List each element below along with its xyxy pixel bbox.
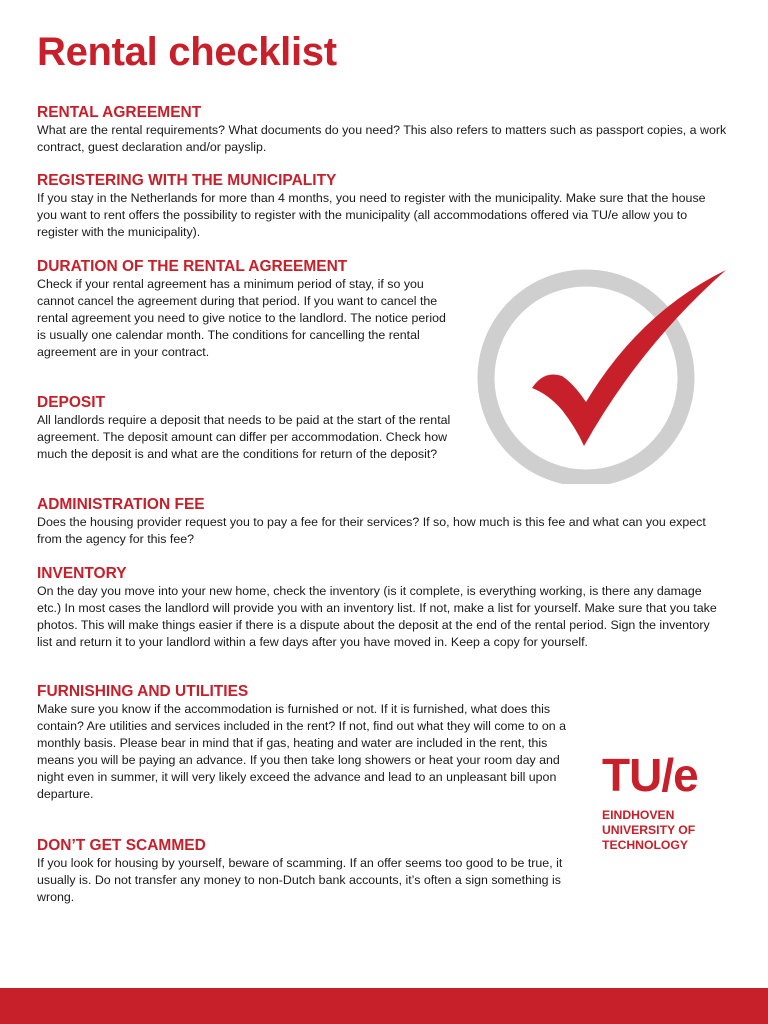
section-body: Does the housing provider request you to pay a fee for their services? If so, how much is this fee and what can you expect from the agency for this fee?: [37, 515, 706, 546]
section-heading: FURNISHING AND UTILITIES: [37, 683, 249, 700]
tue-logo-line: UNIVERSITY OF: [602, 823, 696, 837]
section-inventory: [37, 564, 727, 651]
section-body: If you look for housing by yourself, beware of scamming. If an offer seems too good to be true, it usually is. Do not transfer any money to non-Dutch bank accounts, it’s often a sign something is wrong.: [37, 856, 563, 904]
section-registering-municipality: [37, 171, 727, 241]
section-heading: DEPOSIT: [37, 394, 106, 411]
section-heading: INVENTORY: [37, 565, 127, 582]
section-body: What are the rental requirements? What documents do you need? This also refers to matters such as passport copies, a work contract, guest declaration and/or payslip.: [37, 123, 727, 154]
checkmark-in-circle-icon: [470, 268, 732, 484]
section-rental-agreement: [37, 103, 727, 156]
section-heading: RENTAL AGREEMENT: [37, 104, 202, 121]
section-heading: REGISTERING WITH THE MUNICIPALITY: [37, 172, 337, 189]
section-administration-fee: [37, 495, 727, 548]
tue-logo-mark: TU/e: [602, 749, 698, 801]
section-body: All landlords require a deposit that needs to be paid at the start of the rental agreement. The deposit amount can differ per accommodation. Check how much the deposit is and what are the conditions for return of the deposit?: [37, 413, 451, 461]
tue-logo-line: EINDHOVEN: [602, 808, 675, 822]
section-duration-rental-agreement: [37, 257, 457, 361]
section-furnishing-utilities: [37, 682, 569, 803]
section-heading: DON’T GET SCAMMED: [37, 837, 206, 854]
section-body: Check if your rental agreement has a minimum period of stay, if so you cannot cancel the agreement during that period. If you want to cancel the rental agreement you need to give notice to the landlord. The notice period is usually one calendar month. The conditions for cancelling the rental agreement are in your contract.: [37, 277, 446, 359]
section-body: Make sure you know if the accommodation is furnished or not. If it is furnished, what does this contain? Are utilities and services included in the rent? If not, find out what they will come to on a monthly basis. Please bear in mind that if gas, heating and water are included in the rent, this means you will be paying an advance. If you then take long showers or heat your room day and night even in summer, it will very likely exceed the advance and lead to an unpleasant bill upon departure.: [37, 702, 566, 801]
page-title: Rental checklist: [37, 30, 337, 74]
tue-logo: [602, 749, 742, 862]
section-body: On the day you move into your new home, check the inventory (is it complete, is everything working, is there any damage etc.) In most cases the landlord will provide you with an inventory list. If not, make a list for yourself. Make sure that you take photos. This will make things easier if there is a dispute about the deposit at the end of the rental period. Sign the inventory list and return it to your landlord within a few days after you have moved in. Keep a copy for yourself.: [37, 584, 717, 649]
tue-logo-line: TECHNOLOGY: [602, 838, 688, 852]
check-ring: [486, 278, 686, 478]
section-heading: DURATION OF THE RENTAL AGREEMENT: [37, 258, 348, 275]
section-dont-get-scammed: [37, 836, 569, 906]
footer-bar: [0, 988, 768, 1024]
section-body: If you stay in the Netherlands for more than 4 months, you need to register with the municipality. Make sure that the house you want to rent offers the possibility to register with the municipality (all accommodations offered via TU/e allow you to register with the municipality).: [37, 191, 706, 239]
section-heading: ADMINISTRATION FEE: [37, 496, 205, 513]
section-deposit: [37, 393, 457, 463]
